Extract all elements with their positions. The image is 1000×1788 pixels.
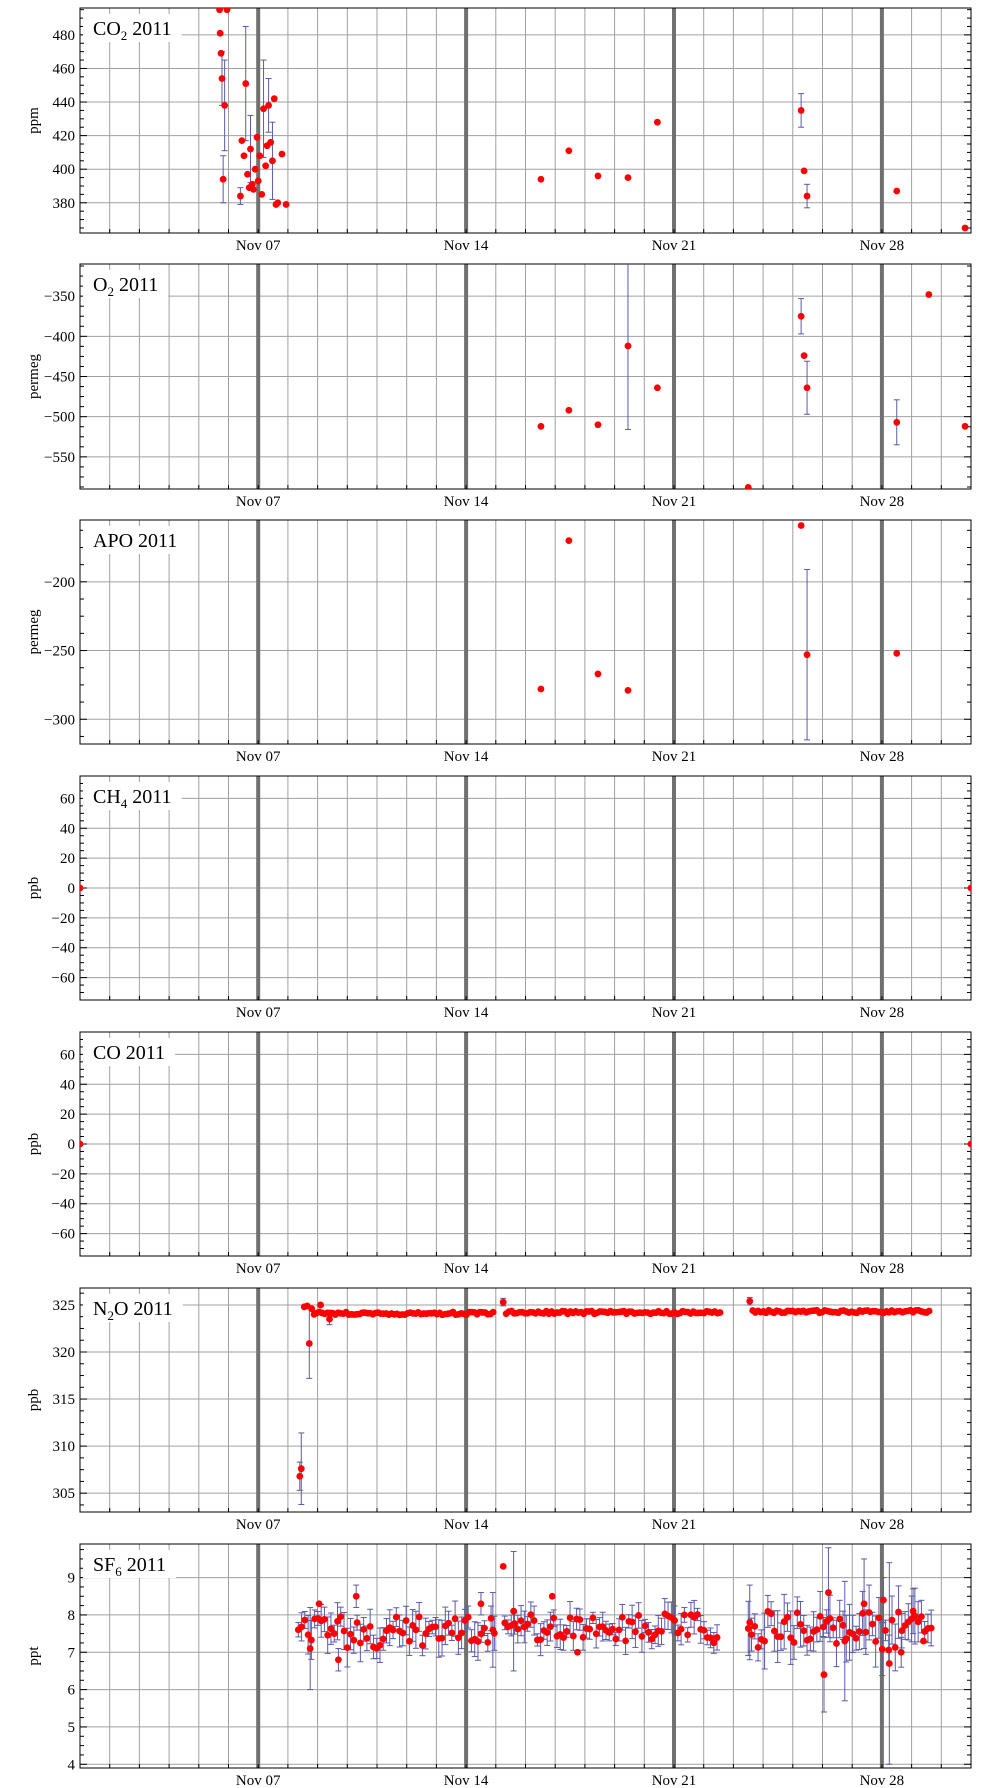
- y-tick-label: 6: [67, 1682, 75, 1699]
- data-point: [347, 1631, 354, 1638]
- data-point: [549, 1593, 556, 1600]
- data-point: [635, 1612, 642, 1619]
- data-point: [925, 291, 932, 298]
- x-tick-label: Nov 21: [651, 1261, 697, 1277]
- data-point: [500, 1563, 507, 1570]
- data-point: [893, 650, 900, 657]
- y-tick-label: 8: [67, 1607, 75, 1624]
- data-point: [237, 193, 244, 200]
- data-point: [654, 384, 661, 391]
- panel-1: [26, 262, 971, 510]
- data-point: [550, 1615, 557, 1622]
- panel-title: $SF_6$ 2011: [93, 1554, 167, 1579]
- panel-6: [26, 1544, 971, 1788]
- x-tick-label: Nov 14: [443, 238, 489, 254]
- data-point: [840, 1622, 847, 1629]
- y-tick-label: 40: [60, 1077, 75, 1094]
- data-point: [968, 885, 975, 892]
- data-point: [882, 1627, 889, 1634]
- data-point: [298, 1465, 305, 1472]
- data-point: [681, 1611, 688, 1618]
- data-point: [324, 1632, 331, 1639]
- data-point: [283, 201, 290, 208]
- y-tick-label: −200: [44, 574, 75, 591]
- data-point: [879, 1646, 886, 1653]
- data-point: [892, 1644, 899, 1651]
- data-point: [360, 1626, 367, 1633]
- data-point: [886, 1660, 893, 1667]
- data-point: [341, 1628, 348, 1635]
- data-point: [518, 1617, 525, 1624]
- data-point: [794, 1609, 801, 1616]
- panel-title: APO 2011: [93, 530, 178, 552]
- data-point: [567, 1614, 574, 1621]
- data-point: [298, 1623, 305, 1630]
- x-tick-label: Nov 07: [235, 1773, 281, 1788]
- data-point: [928, 1625, 935, 1632]
- data-point: [968, 1141, 975, 1148]
- data-point: [885, 1647, 892, 1654]
- panel-title: $O_2$ 2011: [93, 274, 159, 299]
- data-point: [622, 1638, 629, 1645]
- data-point: [560, 1634, 567, 1641]
- data-point: [538, 176, 545, 183]
- y-tick-label: −300: [44, 712, 75, 729]
- data-point: [642, 1622, 649, 1629]
- x-tick-label: Nov 21: [651, 1005, 697, 1021]
- y-tick-label: −60: [51, 970, 75, 987]
- y-tick-label: 7: [67, 1645, 75, 1662]
- data-point: [563, 1628, 570, 1635]
- data-point: [714, 1634, 721, 1641]
- data-point: [595, 173, 602, 180]
- x-tick-label: Nov 21: [651, 749, 697, 765]
- y-tick-label: −400: [44, 329, 75, 346]
- data-point: [658, 1628, 665, 1635]
- data-point: [629, 1619, 636, 1626]
- data-point: [616, 1626, 623, 1633]
- y-tick-label: 380: [52, 195, 75, 212]
- y-tick-label: 400: [52, 162, 75, 179]
- data-point: [326, 1316, 333, 1323]
- data-point: [531, 1617, 538, 1624]
- data-point: [393, 1614, 400, 1621]
- y-tick-label: 60: [60, 791, 75, 808]
- y-tick-label: 4: [67, 1757, 75, 1774]
- data-point: [576, 1616, 583, 1623]
- data-point: [242, 80, 249, 87]
- data-point: [252, 166, 259, 173]
- data-point: [452, 1615, 459, 1622]
- data-point: [866, 1609, 873, 1616]
- x-tick-label: Nov 28: [859, 494, 905, 510]
- data-point: [833, 1640, 840, 1647]
- data-point: [244, 171, 251, 178]
- data-point: [625, 343, 632, 350]
- y-tick-label: 20: [60, 1107, 75, 1124]
- data-point: [701, 1627, 708, 1634]
- data-point: [377, 1642, 384, 1649]
- y-tick-label: 20: [60, 851, 75, 868]
- panel-2: [26, 520, 971, 765]
- data-point: [800, 1627, 807, 1634]
- x-tick-label: Nov 07: [235, 1005, 281, 1021]
- x-tick-label: Nov 28: [859, 238, 905, 254]
- data-point: [876, 1614, 883, 1621]
- data-point: [335, 1656, 342, 1663]
- data-series: [216, 6, 968, 231]
- data-point: [265, 102, 272, 109]
- data-point: [784, 1614, 791, 1621]
- data-point: [250, 186, 257, 193]
- y-tick-label: −20: [51, 910, 75, 927]
- data-point: [354, 1619, 361, 1626]
- data-point: [317, 1302, 324, 1309]
- x-tick-label: Nov 21: [651, 1773, 697, 1788]
- data-point: [403, 1617, 410, 1624]
- y-tick-label: −40: [51, 940, 75, 957]
- data-point: [570, 1633, 577, 1640]
- data-point: [804, 651, 811, 658]
- data-point: [962, 423, 969, 430]
- data-point: [254, 134, 261, 141]
- x-tick-label: Nov 07: [235, 238, 281, 254]
- data-point: [590, 1614, 597, 1621]
- data-point: [445, 1620, 452, 1627]
- data-point: [893, 419, 900, 426]
- x-tick-label: Nov 14: [443, 1773, 489, 1788]
- data-point: [77, 885, 84, 892]
- data-point: [869, 1621, 876, 1628]
- data-point: [918, 1613, 925, 1620]
- y-axis-label: ppb: [26, 876, 42, 900]
- y-tick-label: 325: [52, 1297, 75, 1314]
- data-point: [490, 1309, 497, 1316]
- data-point: [258, 191, 265, 198]
- y-tick-label: 315: [52, 1392, 75, 1409]
- data-point: [778, 1633, 785, 1640]
- data-point: [801, 352, 808, 359]
- data-point: [364, 1635, 371, 1642]
- data-point: [481, 1625, 488, 1632]
- panel-0: [26, 6, 971, 254]
- data-point: [574, 1649, 581, 1656]
- data-point: [804, 193, 811, 200]
- data-point: [717, 1309, 724, 1316]
- data-point: [220, 176, 227, 183]
- data-point: [813, 1626, 820, 1633]
- data-point: [500, 1299, 507, 1306]
- y-tick-label: 0: [67, 1137, 75, 1153]
- x-tick-label: Nov 07: [235, 749, 281, 765]
- data-point: [910, 1608, 917, 1615]
- data-point: [538, 423, 545, 430]
- data-point: [216, 6, 223, 13]
- data-point: [306, 1340, 313, 1347]
- data-point: [880, 1597, 887, 1604]
- y-axis-label: ppb: [26, 1132, 42, 1156]
- y-tick-label: 480: [52, 27, 75, 44]
- data-point: [537, 1636, 544, 1643]
- data-point: [625, 687, 632, 694]
- data-point: [262, 162, 269, 169]
- data-point: [761, 1638, 768, 1645]
- x-tick-label: Nov 28: [859, 1517, 905, 1533]
- data-point: [593, 1630, 600, 1637]
- data-point: [586, 1626, 593, 1633]
- data-point: [432, 1623, 439, 1630]
- x-tick-label: Nov 07: [235, 494, 281, 510]
- x-tick-label: Nov 28: [859, 1261, 905, 1277]
- x-tick-label: Nov 21: [651, 238, 697, 254]
- data-point: [830, 1624, 837, 1631]
- data-point: [595, 671, 602, 678]
- x-tick-label: Nov 14: [443, 494, 489, 510]
- y-axis-label: permeg: [26, 354, 42, 399]
- data-point: [524, 1621, 531, 1628]
- data-point: [218, 50, 225, 57]
- data-point: [625, 174, 632, 181]
- data-point: [307, 1645, 314, 1652]
- data-point: [219, 75, 226, 82]
- y-tick-label: 440: [52, 95, 75, 112]
- data-point: [296, 1473, 303, 1480]
- data-point: [380, 1636, 387, 1643]
- data-point: [271, 95, 278, 102]
- data-point: [416, 1614, 423, 1621]
- y-tick-label: 305: [52, 1486, 75, 1503]
- panel-title: $CH_4$ 2011: [93, 786, 172, 811]
- data-point: [791, 1639, 798, 1646]
- data-point: [612, 1636, 619, 1643]
- data-point: [484, 1639, 491, 1646]
- data-point: [745, 1625, 752, 1632]
- data-point: [350, 1637, 357, 1644]
- x-tick-label: Nov 21: [651, 1517, 697, 1533]
- data-point: [475, 1638, 482, 1645]
- data-point: [565, 407, 572, 414]
- data-point: [478, 1600, 485, 1607]
- x-tick-label: Nov 07: [235, 1517, 281, 1533]
- data-series: [538, 522, 901, 740]
- data-point: [538, 686, 545, 693]
- data-point: [836, 1616, 843, 1623]
- x-tick-label: Nov 28: [859, 749, 905, 765]
- data-point: [798, 107, 805, 114]
- y-axis-label: ppt: [26, 1646, 42, 1666]
- y-axis-label: ppb: [26, 1388, 42, 1412]
- y-tick-label: 60: [60, 1047, 75, 1064]
- data-point: [406, 1638, 413, 1645]
- data-point: [755, 1644, 762, 1651]
- y-tick-label: −40: [51, 1196, 75, 1213]
- x-tick-label: Nov 14: [443, 749, 489, 765]
- data-point: [217, 30, 224, 37]
- data-point: [748, 1631, 755, 1638]
- y-tick-label: −350: [44, 289, 75, 306]
- data-point: [544, 1629, 551, 1636]
- data-point: [807, 1635, 814, 1642]
- panel-title: $CO_2$ 2011: [93, 18, 172, 43]
- y-tick-label: −500: [44, 409, 75, 426]
- data-point: [893, 188, 900, 195]
- data-point: [609, 1626, 616, 1633]
- data-point: [684, 1631, 691, 1638]
- data-point: [255, 178, 262, 185]
- data-point: [797, 1621, 804, 1628]
- data-point: [565, 537, 572, 544]
- data-point: [321, 1616, 328, 1623]
- panel-title: CO 2011: [93, 1042, 166, 1064]
- data-point: [889, 1617, 896, 1624]
- x-tick-label: Nov 21: [651, 494, 697, 510]
- data-point: [488, 1615, 495, 1622]
- data-point: [654, 119, 661, 126]
- y-tick-label: 320: [52, 1345, 75, 1361]
- data-point: [308, 1637, 315, 1644]
- x-tick-label: Nov 14: [443, 1517, 489, 1533]
- x-tick-label: Nov 07: [235, 1261, 281, 1277]
- data-point: [895, 1609, 902, 1616]
- data-point: [465, 1614, 472, 1621]
- data-point: [798, 522, 805, 529]
- data-point: [274, 199, 281, 206]
- data-point: [746, 1619, 753, 1626]
- data-point: [825, 1589, 832, 1596]
- data-point: [353, 1593, 360, 1600]
- y-tick-label: 420: [52, 128, 75, 145]
- data-point: [413, 1626, 420, 1633]
- x-tick-label: Nov 28: [859, 1005, 905, 1021]
- y-tick-label: 5: [67, 1719, 75, 1736]
- data-point: [419, 1642, 426, 1649]
- data-point: [344, 1644, 351, 1651]
- y-tick-label: −60: [51, 1226, 75, 1243]
- data-point: [331, 1630, 338, 1637]
- data-point: [448, 1629, 455, 1636]
- data-point: [645, 1629, 652, 1636]
- panel-4: [26, 1032, 974, 1277]
- y-tick-label: −20: [51, 1166, 75, 1183]
- data-point: [565, 147, 572, 154]
- data-point: [241, 152, 248, 159]
- x-tick-label: Nov 14: [443, 1261, 489, 1277]
- panel-5: [26, 1288, 971, 1533]
- data-point: [527, 1611, 534, 1618]
- panel-title: $N_2O$ 2011: [93, 1298, 173, 1323]
- data-point: [678, 1626, 685, 1633]
- y-tick-label: 310: [52, 1439, 75, 1456]
- y-tick-label: −450: [44, 369, 75, 386]
- data-point: [458, 1629, 465, 1636]
- data-point: [510, 1608, 517, 1615]
- y-tick-label: 0: [67, 881, 75, 897]
- data-point: [859, 1610, 866, 1617]
- data-point: [269, 157, 276, 164]
- data-point: [238, 137, 245, 144]
- data-point: [308, 1305, 315, 1312]
- data-point: [898, 1649, 905, 1656]
- data-point: [926, 1308, 933, 1315]
- data-point: [920, 1638, 927, 1645]
- data-point: [267, 139, 274, 146]
- data-point: [595, 421, 602, 428]
- data-point: [221, 102, 228, 109]
- data-point: [827, 1615, 834, 1622]
- data-point: [399, 1630, 406, 1637]
- data-point: [768, 1610, 775, 1617]
- data-point: [357, 1640, 364, 1647]
- data-point: [247, 146, 254, 153]
- data-point: [801, 167, 808, 174]
- data-point: [439, 1635, 446, 1642]
- data-point: [77, 1141, 84, 1148]
- data-point: [279, 151, 286, 158]
- data-point: [514, 1626, 521, 1633]
- y-tick-label: −250: [44, 643, 75, 660]
- y-tick-label: 460: [52, 61, 75, 78]
- data-point: [547, 1623, 554, 1630]
- data-point: [872, 1638, 879, 1645]
- data-point: [745, 484, 752, 491]
- data-point: [821, 1671, 828, 1678]
- data-point: [804, 384, 811, 391]
- data-point: [632, 1628, 639, 1635]
- data-point: [853, 1635, 860, 1642]
- data-point: [962, 225, 969, 232]
- x-tick-label: Nov 28: [859, 1773, 905, 1788]
- data-point: [489, 1626, 496, 1633]
- data-point: [798, 313, 805, 320]
- data-point: [861, 1600, 868, 1607]
- data-point: [841, 1638, 848, 1645]
- data-point: [580, 1634, 587, 1641]
- data-point: [817, 1613, 824, 1620]
- data-point: [301, 1617, 308, 1624]
- y-tick-label: 9: [67, 1570, 75, 1587]
- data-point: [694, 1611, 701, 1618]
- panel-3: [26, 776, 974, 1021]
- data-point: [224, 6, 231, 13]
- data-point: [639, 1633, 646, 1640]
- data-point: [337, 1613, 344, 1620]
- data-point: [746, 1298, 753, 1305]
- data-point: [256, 152, 263, 159]
- data-point: [862, 1629, 869, 1636]
- data-point: [367, 1623, 374, 1630]
- y-axis-label: permeg: [26, 609, 42, 655]
- x-tick-label: Nov 14: [443, 1005, 489, 1021]
- data-point: [316, 1600, 323, 1607]
- y-tick-label: 40: [60, 821, 75, 838]
- y-tick-label: −550: [44, 449, 75, 466]
- data-point: [619, 1614, 626, 1621]
- data-point: [390, 1627, 397, 1634]
- data-point: [671, 1617, 678, 1624]
- y-axis-label: ppm: [26, 107, 42, 134]
- data-point: [856, 1628, 863, 1635]
